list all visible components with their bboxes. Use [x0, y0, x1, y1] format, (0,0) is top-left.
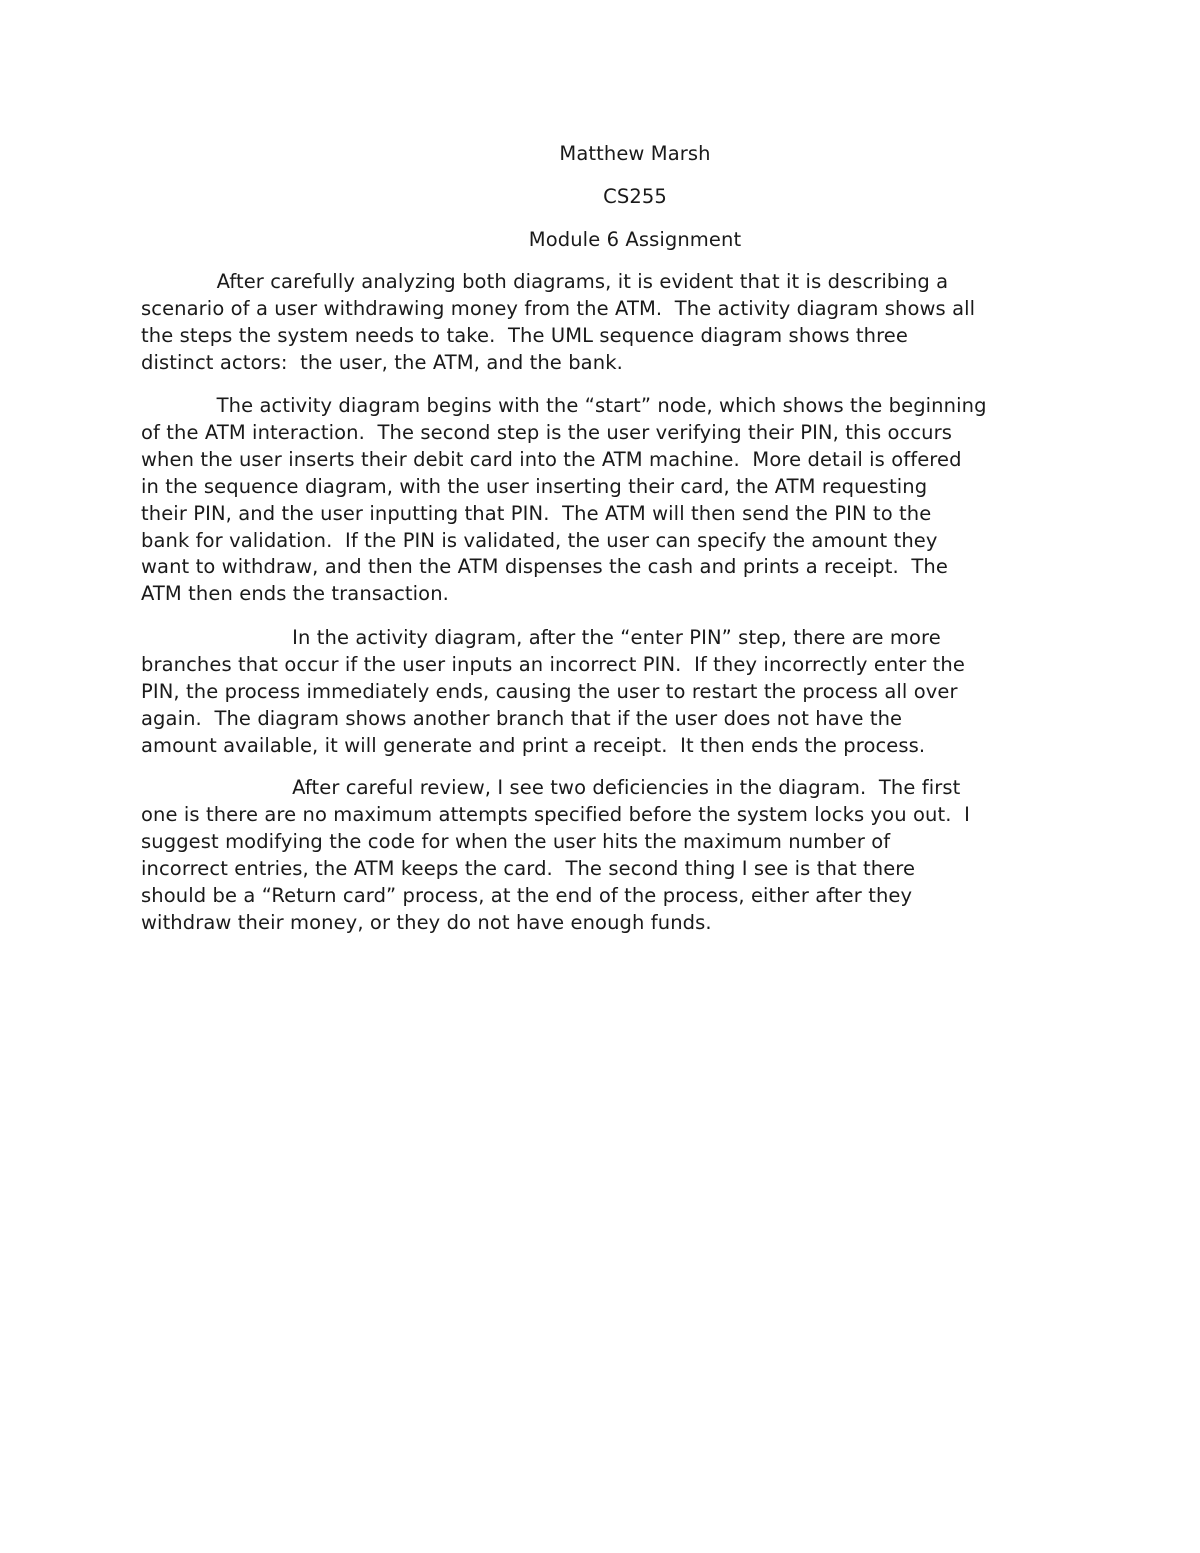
paragraph-3: In the activity diagram, after the “enter PIN” step, there are more branches that occur if the user inputs an incorrect PIN. If they incorrectly enter the PIN, the process immediately ends, causing the user to restart the process all over again. The diagram shows another branch that if the user does not have the amount available, it will generate and print a receipt. It then ends the process.	[141, 626, 965, 757]
paragraph-4: After careful review, I see two deficiencies in the diagram. The first one is there are no maximum attempts specified before the system locks you out. I suggest modifying the code for when the user hits the maximum number of incorrect entries, the ATM keeps the card. The second thing I see is that there should be a “Return card” process, at the end of the process, either after they withdraw their money, or they do not have enough funds.	[141, 776, 970, 934]
paragraph-1: After carefully analyzing both diagrams, it is evident that it is describing a scenario of a user withdrawing money from the ATM. The activity diagram shows all the steps the system needs to take. The UML sequence diagram shows three distinct actors: the user, the ATM, and the bank.	[141, 270, 976, 374]
course-code: CS255	[603, 185, 667, 208]
assignment-title: Module 6 Assignment	[528, 228, 742, 251]
author-name: Matthew Marsh	[559, 142, 711, 165]
paragraph-2: The activity diagram begins with the “start” node, which shows the beginning of the ATM interaction. The second step is the user verifying their PIN, this occurs when the user inserts their debit card into the ATM machine. More detail is offered in the sequence diagram, with the user inserting their card, the ATM requesting their PIN, and the user inputting that PIN. The ATM will then send the PIN to the bank for validation. If the PIN is validated, the user can specify the amount they want to withdraw, and then the ATM dispenses the cash and prints a receipt. The ATM then ends the transaction.	[141, 394, 987, 606]
